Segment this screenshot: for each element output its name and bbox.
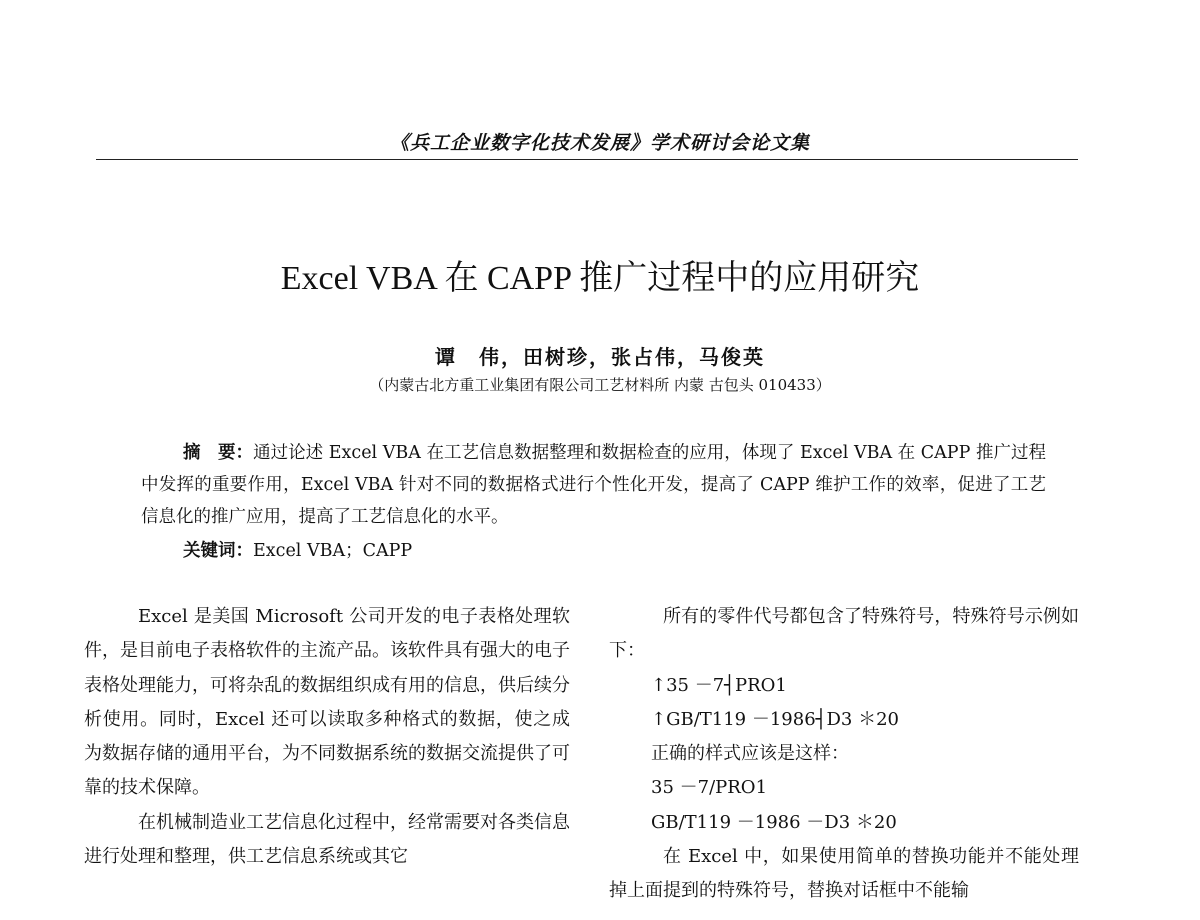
keywords-label: 关键词： [183, 541, 253, 561]
keywords-text: Excel VBA；CAPP [253, 541, 413, 561]
left-paragraph-1: Excel 是美国 Microsoft 公司开发的电子表格处理软件，是目前电子表格软件的主流产品。该软件具有强大的电子表格处理能力，可将杂乱的数据组织成有用的信息，供后续分析使用。同时，Excel 还可以读取多种格式的数据，使之成为数据存储的通用平台，为不同数据系统的数据交流提供了可靠的技术保障。 [84, 606, 570, 799]
left-paragraph-2: 在机械制造业工艺信息化过程中，经常需要对各类信息进行处理和整理，供工艺信息系统或其它 [84, 811, 570, 868]
right-paragraph-1: 所有的零件代号都包含了特殊符号，特殊符号示例如下： [609, 606, 1079, 662]
affiliation: （内蒙古北方重工业集团有限公司工艺材料所 内蒙 古包头 010433） [369, 376, 831, 394]
correct-example-2: GB/T119 －1986 －D3 ＊20 [651, 811, 897, 833]
left-column [84, 600, 570, 874]
abstract-text: 通过论述 Excel VBA 在工艺信息数据整理和数据检查的应用，体现了 Excel VBA 在 CAPP 推广过程中发挥的重要作用，Excel VBA 针对不同的数据格式进行个性化开发，提高了 CAPP 维护工作的效率，促进了工艺信息化的推广应用，提高了工艺信息化的水平。 [141, 443, 1047, 527]
paper-title: Excel VBA 在 CAPP 推广过程中的应用研究 [280, 260, 920, 297]
special-symbol-example-1: ↑35 －7┤PRO1 [651, 674, 787, 696]
abstract-paragraph [141, 437, 1046, 533]
right-column [609, 600, 1079, 909]
abstract [141, 437, 1046, 533]
authors: 谭 伟，田树珍，张占伟，马俊英 [435, 345, 765, 369]
correct-format-label: 正确的样式应该是这样： [651, 743, 849, 765]
special-symbol-example-2: ↑GB/T119 －1986┤D3 ＊20 [651, 708, 899, 730]
keywords [183, 537, 412, 562]
running-header: 《兵工企业数字化技术发展》学术研讨会论文集 [389, 132, 810, 154]
header-rule [96, 159, 1078, 160]
abstract-label: 摘 要： [183, 443, 254, 463]
correct-example-1: 35 －7/PRO1 [651, 777, 768, 799]
right-paragraph-2: 在 Excel 中，如果使用简单的替换功能并不能处理掉上面提到的特殊符号，替换对话框中不能输 [609, 846, 1079, 902]
